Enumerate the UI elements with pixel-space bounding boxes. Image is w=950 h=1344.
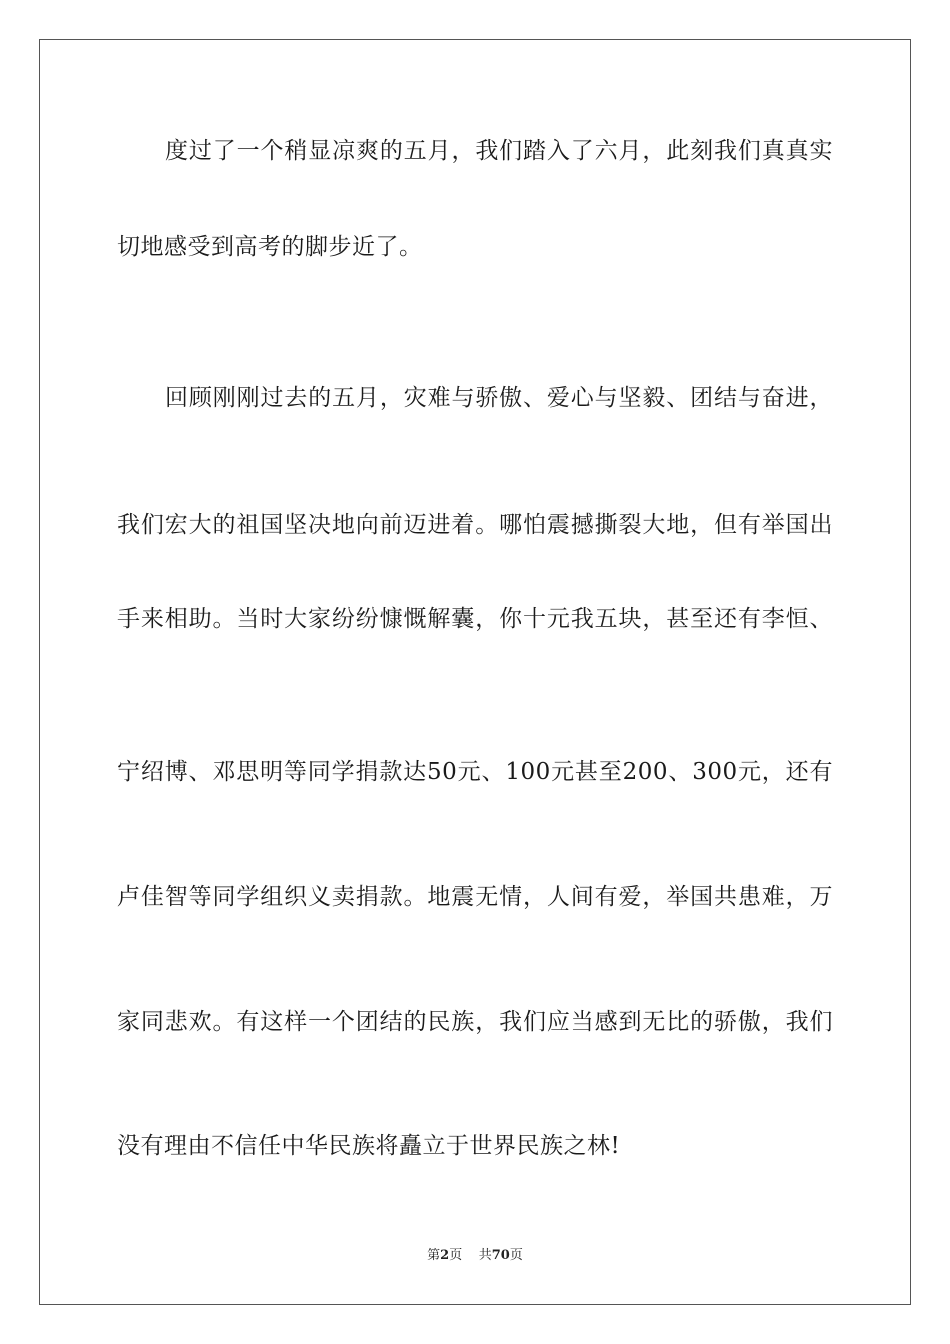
- paragraph-2-line-2: 我们宏大的祖国坚决地向前迈进着。哪怕震撼撕裂大地，但有举国出: [117, 512, 833, 538]
- page-number: 2: [440, 1248, 450, 1263]
- paragraph-2-line-6: 家同悲欢。有这样一个团结的民族，我们应当感到无比的骄傲，我们: [117, 1009, 833, 1035]
- total-label-prefix: 共: [478, 1248, 492, 1263]
- paragraph-2-line-3: 手来相助。当时大家纷纷慷慨解囊，你十元我五块，甚至还有李恒、: [117, 606, 833, 632]
- paragraph-2-line-4: 宁绍博、邓思明等同学捐款达50元、100元甚至200、300元，还有: [117, 759, 833, 785]
- page-label-suffix: 页: [449, 1248, 463, 1263]
- paragraph-2-line-1: 回顾刚刚过去的五月，灾难与骄傲、爱心与坚毅、团结与奋进，: [165, 385, 833, 411]
- page-footer: [0, 1247, 950, 1265]
- paragraph-1-line-1: 度过了一个稍显凉爽的五月，我们踏入了六月，此刻我们真真实: [165, 138, 833, 164]
- paragraph-1-line-2: 切地感受到高考的脚步近了。: [117, 234, 423, 260]
- paragraph-2-line-7: 没有理由不信任中华民族将矗立于世界民族之林!: [117, 1133, 621, 1159]
- total-label-suffix: 页: [509, 1248, 523, 1263]
- paragraph-2-line-5: 卢佳智等同学组织义卖捐款。地震无情，人间有爱，举国共患难，万: [117, 884, 833, 910]
- total-pages: 70: [491, 1248, 510, 1263]
- page-border: [39, 39, 911, 1305]
- page-label-prefix: 第: [427, 1248, 441, 1263]
